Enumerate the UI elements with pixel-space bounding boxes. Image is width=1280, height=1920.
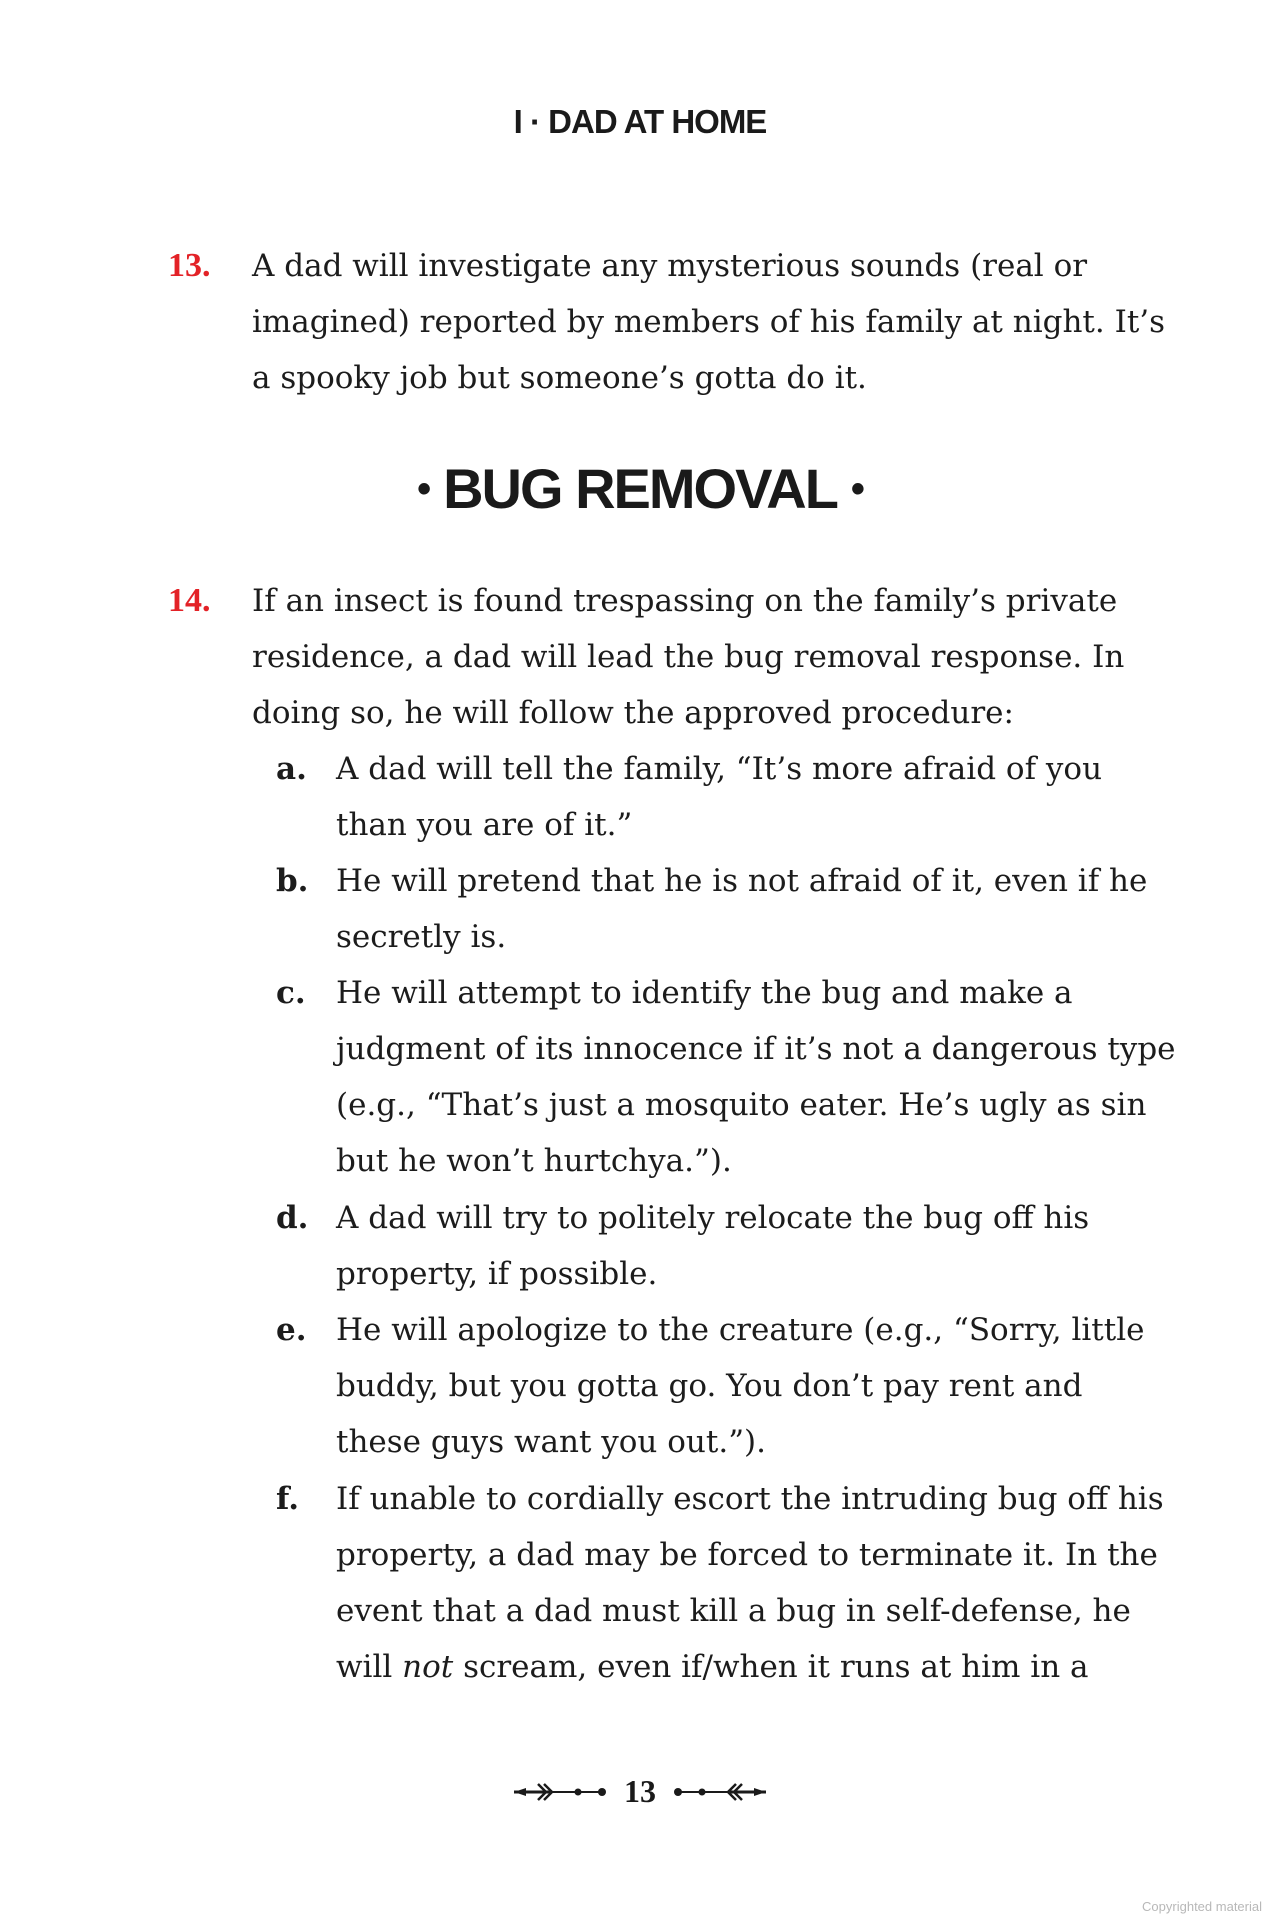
sub-item-letter: d.	[276, 1200, 309, 1236]
sub-item-letter: b.	[276, 863, 309, 899]
entry-text: A dad will investigate any mysterious sounds (real or imagined) reported by members of his family at night. It’s a spooky job but someone’s gotta do it.	[252, 248, 1166, 396]
sub-item-text: A dad will tell the family, “It’s more afraid of you than you are of it.”	[336, 751, 1103, 843]
running-head: I · DAD AT HOME	[513, 103, 767, 140]
list-entry-14	[168, 573, 1168, 741]
sub-item-text: He will attempt to identify the bug and make a judgment of its innocence if it’s not a dangerous type (e.g., “That’s just a mosquito eater. He’s ugly as sin but he won’t hurtchya.”).	[336, 975, 1176, 1179]
section-title: BUG REMOVAL	[443, 457, 837, 520]
sub-item-text: He will pretend that he is not afraid of it, even if he secretly is.	[336, 863, 1148, 955]
sub-item-text-end: scream, even if/when it runs at him in a	[453, 1649, 1089, 1685]
sub-item-text: He will apologize to the creature (e.g., “Sorry, little buddy, but you gotta go. You don’t pay rent and these guys want you out.”).	[336, 1312, 1145, 1460]
entry-number: 14.	[168, 582, 211, 619]
sub-item-a	[276, 741, 1176, 853]
entry-number: 13.	[168, 247, 211, 284]
sub-item-letter: f.	[276, 1481, 300, 1517]
emphasis-not: not	[402, 1649, 454, 1685]
sub-item-e	[276, 1302, 1176, 1470]
arrow-ornament-left-icon	[512, 1780, 608, 1804]
sub-item-letter: a.	[276, 751, 307, 787]
sub-item-text	[336, 1471, 1176, 1695]
arrow-ornament-right-icon	[672, 1780, 768, 1804]
bullet-left: •	[417, 466, 430, 511]
sub-item-f	[276, 1471, 1176, 1695]
sub-item-text: A dad will try to politely relocate the bug off his property, if possible.	[336, 1200, 1090, 1292]
entry-text: If an insect is found trespassing on the family’s private residence, a dad will lead the bug removal response. In doing so, he will follow the approved procedure:	[252, 583, 1125, 731]
page-number: 13	[624, 1773, 656, 1809]
sub-item-letter: e.	[276, 1312, 307, 1348]
bullet-right: •	[850, 466, 863, 511]
sub-item-b	[276, 853, 1176, 965]
section-heading	[0, 456, 1280, 521]
sub-item-text-start: If unable to cordially escort the intruding bug off his property, a dad may be forced to terminate it. In the event that a dad must kill a bug in self-defense, he will	[336, 1481, 1164, 1685]
copyright-notice: Copyrighted material	[1142, 1899, 1262, 1914]
sub-item-d	[276, 1190, 1176, 1302]
sub-item-letter: c.	[276, 975, 306, 1011]
sub-item-c	[276, 965, 1176, 1189]
page-footer	[0, 1773, 1280, 1810]
list-entry-13	[168, 238, 1168, 406]
